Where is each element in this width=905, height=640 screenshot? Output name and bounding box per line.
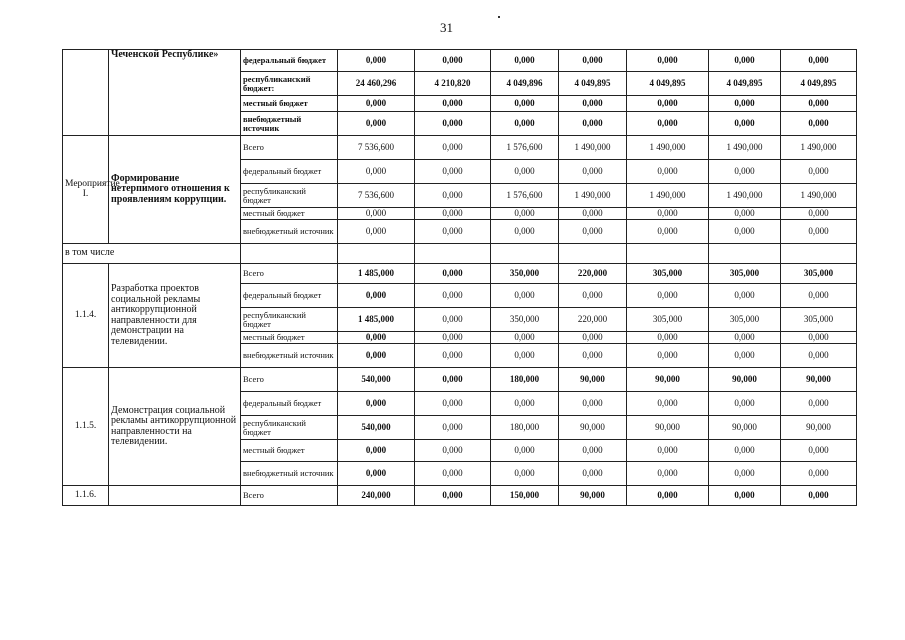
amount-cell: 0,000 bbox=[559, 344, 627, 368]
amount-cell: 305,000 bbox=[709, 308, 781, 332]
amount-cell: 0,000 bbox=[415, 332, 491, 344]
amount-cell: 0,000 bbox=[491, 50, 559, 72]
amount-cell: 0,000 bbox=[781, 462, 857, 486]
amount-cell: 0,000 bbox=[338, 220, 415, 244]
funding-source: федеральный бюджет bbox=[241, 284, 338, 308]
funding-source: местный бюджет bbox=[241, 208, 338, 220]
amount-cell: 0,000 bbox=[559, 332, 627, 344]
budget-table bbox=[62, 49, 857, 506]
amount-cell: 4 049,895 bbox=[559, 72, 627, 96]
amount-cell: 180,000 bbox=[491, 368, 559, 392]
amount-cell: 0,000 bbox=[559, 392, 627, 416]
amount-cell: 0,000 bbox=[627, 344, 709, 368]
empty-cell bbox=[241, 244, 338, 264]
item-name: Формирование нетерпимого отношения к проявлениям коррупции. bbox=[109, 136, 241, 244]
amount-cell: 0,000 bbox=[338, 112, 415, 136]
amount-cell: 0,000 bbox=[415, 462, 491, 486]
amount-cell: 0,000 bbox=[338, 284, 415, 308]
funding-source: местный бюджет bbox=[241, 96, 338, 112]
amount-cell: 90,000 bbox=[559, 416, 627, 440]
amount-cell: 240,000 bbox=[338, 486, 415, 506]
funding-source: Всего bbox=[241, 486, 338, 506]
amount-cell: 1 490,000 bbox=[709, 184, 781, 208]
amount-cell: 540,000 bbox=[338, 368, 415, 392]
amount-cell: 540,000 bbox=[338, 416, 415, 440]
amount-cell: 0,000 bbox=[781, 208, 857, 220]
amount-cell: 0,000 bbox=[781, 344, 857, 368]
amount-cell: 0,000 bbox=[415, 160, 491, 184]
amount-cell: 1 485,000 bbox=[338, 264, 415, 284]
funding-source: местный бюджет bbox=[241, 440, 338, 462]
amount-cell: 90,000 bbox=[709, 416, 781, 440]
funding-source: внебюджетный источник bbox=[241, 344, 338, 368]
table-row bbox=[63, 244, 857, 264]
amount-cell: 180,000 bbox=[491, 416, 559, 440]
amount-cell: 0,000 bbox=[781, 486, 857, 506]
amount-cell: 0,000 bbox=[415, 392, 491, 416]
amount-cell: 0,000 bbox=[415, 368, 491, 392]
amount-cell: 0,000 bbox=[781, 160, 857, 184]
amount-cell: 90,000 bbox=[559, 486, 627, 506]
amount-cell: 0,000 bbox=[491, 160, 559, 184]
amount-cell: 0,000 bbox=[559, 220, 627, 244]
funding-source: федеральный бюджет bbox=[241, 160, 338, 184]
table-row bbox=[63, 264, 857, 284]
amount-cell: 0,000 bbox=[338, 208, 415, 220]
item-code: 1.1.6. bbox=[63, 486, 109, 506]
amount-cell: 305,000 bbox=[627, 308, 709, 332]
amount-cell: 0,000 bbox=[415, 308, 491, 332]
amount-cell: 0,000 bbox=[709, 220, 781, 244]
funding-source: внебюджетный источник bbox=[241, 112, 338, 136]
empty-cell bbox=[627, 244, 709, 264]
amount-cell: 4 049,896 bbox=[491, 72, 559, 96]
amount-cell: 1 576,600 bbox=[491, 136, 559, 160]
amount-cell: 0,000 bbox=[781, 392, 857, 416]
amount-cell: 0,000 bbox=[491, 112, 559, 136]
amount-cell: 0,000 bbox=[559, 462, 627, 486]
amount-cell: 0,000 bbox=[415, 208, 491, 220]
item-code: Мероприятие I. bbox=[63, 136, 109, 244]
amount-cell: 305,000 bbox=[781, 308, 857, 332]
amount-cell: 305,000 bbox=[709, 264, 781, 284]
amount-cell: 0,000 bbox=[627, 486, 709, 506]
amount-cell: 0,000 bbox=[627, 332, 709, 344]
amount-cell: 0,000 bbox=[415, 264, 491, 284]
item-name: Чеченской Республике» bbox=[109, 50, 241, 136]
amount-cell: 0,000 bbox=[338, 462, 415, 486]
amount-cell: 0,000 bbox=[415, 96, 491, 112]
amount-cell: 0,000 bbox=[781, 50, 857, 72]
amount-cell: 0,000 bbox=[709, 208, 781, 220]
funding-source: внебюджетный источник bbox=[241, 220, 338, 244]
funding-source: Всего bbox=[241, 368, 338, 392]
item-name: Демонстрация социальной рекламы антикоррупционной направленности на телевидении. bbox=[109, 368, 241, 486]
amount-cell: 0,000 bbox=[415, 112, 491, 136]
amount-cell: 1 490,000 bbox=[559, 136, 627, 160]
empty-cell bbox=[709, 244, 781, 264]
amount-cell: 90,000 bbox=[781, 416, 857, 440]
amount-cell: 0,000 bbox=[338, 344, 415, 368]
amount-cell: 0,000 bbox=[781, 220, 857, 244]
table-row bbox=[63, 136, 857, 160]
amount-cell: 0,000 bbox=[709, 284, 781, 308]
amount-cell: 0,000 bbox=[559, 160, 627, 184]
amount-cell: 305,000 bbox=[627, 264, 709, 284]
amount-cell: 0,000 bbox=[781, 332, 857, 344]
amount-cell: 24 460,296 bbox=[338, 72, 415, 96]
amount-cell: 0,000 bbox=[415, 486, 491, 506]
amount-cell: 220,000 bbox=[559, 308, 627, 332]
amount-cell: 0,000 bbox=[415, 344, 491, 368]
amount-cell: 1 490,000 bbox=[559, 184, 627, 208]
funding-source: республиканский бюджет bbox=[241, 308, 338, 332]
amount-cell: 0,000 bbox=[709, 344, 781, 368]
amount-cell: 0,000 bbox=[415, 50, 491, 72]
amount-cell: 90,000 bbox=[709, 368, 781, 392]
amount-cell: 0,000 bbox=[559, 440, 627, 462]
amount-cell: 0,000 bbox=[709, 486, 781, 506]
amount-cell: 0,000 bbox=[415, 284, 491, 308]
amount-cell: 0,000 bbox=[415, 220, 491, 244]
funding-source: Всего bbox=[241, 136, 338, 160]
amount-cell: 0,000 bbox=[415, 184, 491, 208]
amount-cell: 0,000 bbox=[709, 50, 781, 72]
amount-cell: 0,000 bbox=[338, 332, 415, 344]
amount-cell: 0,000 bbox=[781, 440, 857, 462]
amount-cell: 0,000 bbox=[491, 332, 559, 344]
amount-cell: 0,000 bbox=[781, 112, 857, 136]
amount-cell: 0,000 bbox=[338, 392, 415, 416]
amount-cell: 90,000 bbox=[781, 368, 857, 392]
amount-cell: 4 049,895 bbox=[627, 72, 709, 96]
item-name bbox=[109, 486, 241, 506]
amount-cell: 0,000 bbox=[415, 440, 491, 462]
amount-cell: 0,000 bbox=[627, 208, 709, 220]
amount-cell: 0,000 bbox=[491, 440, 559, 462]
empty-cell bbox=[781, 244, 857, 264]
amount-cell: 0,000 bbox=[559, 112, 627, 136]
amount-cell: 150,000 bbox=[491, 486, 559, 506]
amount-cell: 0,000 bbox=[627, 392, 709, 416]
amount-cell: 4 210,820 bbox=[415, 72, 491, 96]
amount-cell: 0,000 bbox=[781, 284, 857, 308]
amount-cell: 0,000 bbox=[415, 136, 491, 160]
amount-cell: 0,000 bbox=[491, 344, 559, 368]
amount-cell: 0,000 bbox=[627, 220, 709, 244]
item-code: 1.1.4. bbox=[63, 264, 109, 368]
funding-source: федеральный бюджет bbox=[241, 392, 338, 416]
funding-source: республиканский бюджет: bbox=[241, 72, 338, 96]
table-row bbox=[63, 50, 857, 72]
empty-cell bbox=[338, 244, 415, 264]
amount-cell: 0,000 bbox=[415, 416, 491, 440]
empty-cell bbox=[491, 244, 559, 264]
amount-cell: 0,000 bbox=[559, 284, 627, 308]
amount-cell: 0,000 bbox=[491, 96, 559, 112]
amount-cell: 0,000 bbox=[491, 208, 559, 220]
funding-source: республиканский бюджет bbox=[241, 416, 338, 440]
amount-cell: 7 536,600 bbox=[338, 184, 415, 208]
amount-cell: 0,000 bbox=[627, 284, 709, 308]
amount-cell: 4 049,895 bbox=[709, 72, 781, 96]
amount-cell: 220,000 bbox=[559, 264, 627, 284]
amount-cell: 0,000 bbox=[709, 462, 781, 486]
amount-cell: 90,000 bbox=[627, 368, 709, 392]
amount-cell: 0,000 bbox=[627, 462, 709, 486]
amount-cell: 0,000 bbox=[709, 392, 781, 416]
amount-cell: 0,000 bbox=[491, 220, 559, 244]
amount-cell: 1 490,000 bbox=[781, 136, 857, 160]
amount-cell: 0,000 bbox=[709, 160, 781, 184]
amount-cell: 0,000 bbox=[627, 50, 709, 72]
amount-cell: 1 490,000 bbox=[709, 136, 781, 160]
scan-dot bbox=[498, 16, 500, 18]
amount-cell: 0,000 bbox=[491, 284, 559, 308]
amount-cell: 1 576,600 bbox=[491, 184, 559, 208]
amount-cell: 90,000 bbox=[559, 368, 627, 392]
funding-source: Всего bbox=[241, 264, 338, 284]
amount-cell: 0,000 bbox=[709, 440, 781, 462]
item-code bbox=[63, 50, 109, 136]
amount-cell: 0,000 bbox=[491, 392, 559, 416]
amount-cell: 305,000 bbox=[781, 264, 857, 284]
amount-cell: 7 536,600 bbox=[338, 136, 415, 160]
amount-cell: 0,000 bbox=[559, 208, 627, 220]
amount-cell: 0,000 bbox=[709, 112, 781, 136]
amount-cell: 0,000 bbox=[709, 96, 781, 112]
amount-cell: 0,000 bbox=[627, 112, 709, 136]
amount-cell: 0,000 bbox=[627, 440, 709, 462]
amount-cell: 0,000 bbox=[627, 160, 709, 184]
amount-cell: 0,000 bbox=[709, 332, 781, 344]
empty-cell bbox=[415, 244, 491, 264]
funding-source: местный бюджет bbox=[241, 332, 338, 344]
funding-source: республиканский бюджет bbox=[241, 184, 338, 208]
empty-cell bbox=[559, 244, 627, 264]
amount-cell: 90,000 bbox=[627, 416, 709, 440]
amount-cell: 1 490,000 bbox=[781, 184, 857, 208]
amount-cell: 350,000 bbox=[491, 308, 559, 332]
amount-cell: 0,000 bbox=[781, 96, 857, 112]
amount-cell: 0,000 bbox=[559, 96, 627, 112]
amount-cell: 4 049,895 bbox=[781, 72, 857, 96]
amount-cell: 350,000 bbox=[491, 264, 559, 284]
amount-cell: 0,000 bbox=[491, 462, 559, 486]
amount-cell: 0,000 bbox=[338, 96, 415, 112]
section-label: в том числе bbox=[63, 244, 241, 264]
funding-source: федеральный бюджет bbox=[241, 50, 338, 72]
amount-cell: 1 490,000 bbox=[627, 136, 709, 160]
amount-cell: 1 485,000 bbox=[338, 308, 415, 332]
page-number: 31 bbox=[440, 20, 453, 35]
amount-cell: 0,000 bbox=[338, 160, 415, 184]
item-name: Разработка проектов социальной рекламы антикоррупционной направленности для демонстрации на телевидении. bbox=[109, 264, 241, 368]
amount-cell: 0,000 bbox=[338, 50, 415, 72]
table-row bbox=[63, 368, 857, 392]
amount-cell: 0,000 bbox=[338, 440, 415, 462]
table-row bbox=[63, 486, 857, 506]
amount-cell: 1 490,000 bbox=[627, 184, 709, 208]
item-code: 1.1.5. bbox=[63, 368, 109, 486]
amount-cell: 0,000 bbox=[559, 50, 627, 72]
amount-cell: 0,000 bbox=[627, 96, 709, 112]
funding-source: внебюджетный источник bbox=[241, 462, 338, 486]
